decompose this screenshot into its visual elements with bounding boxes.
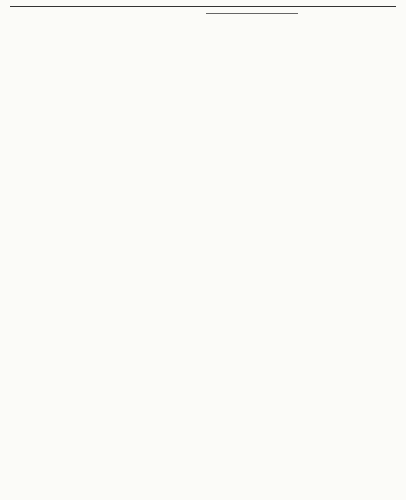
section-divider bbox=[206, 13, 298, 14]
text-column-4 bbox=[304, 11, 396, 487]
page-header bbox=[10, 4, 396, 7]
text-column-3 bbox=[206, 11, 298, 487]
text-column-1 bbox=[10, 11, 102, 487]
text-column-2 bbox=[108, 11, 200, 487]
text-columns bbox=[10, 11, 396, 487]
